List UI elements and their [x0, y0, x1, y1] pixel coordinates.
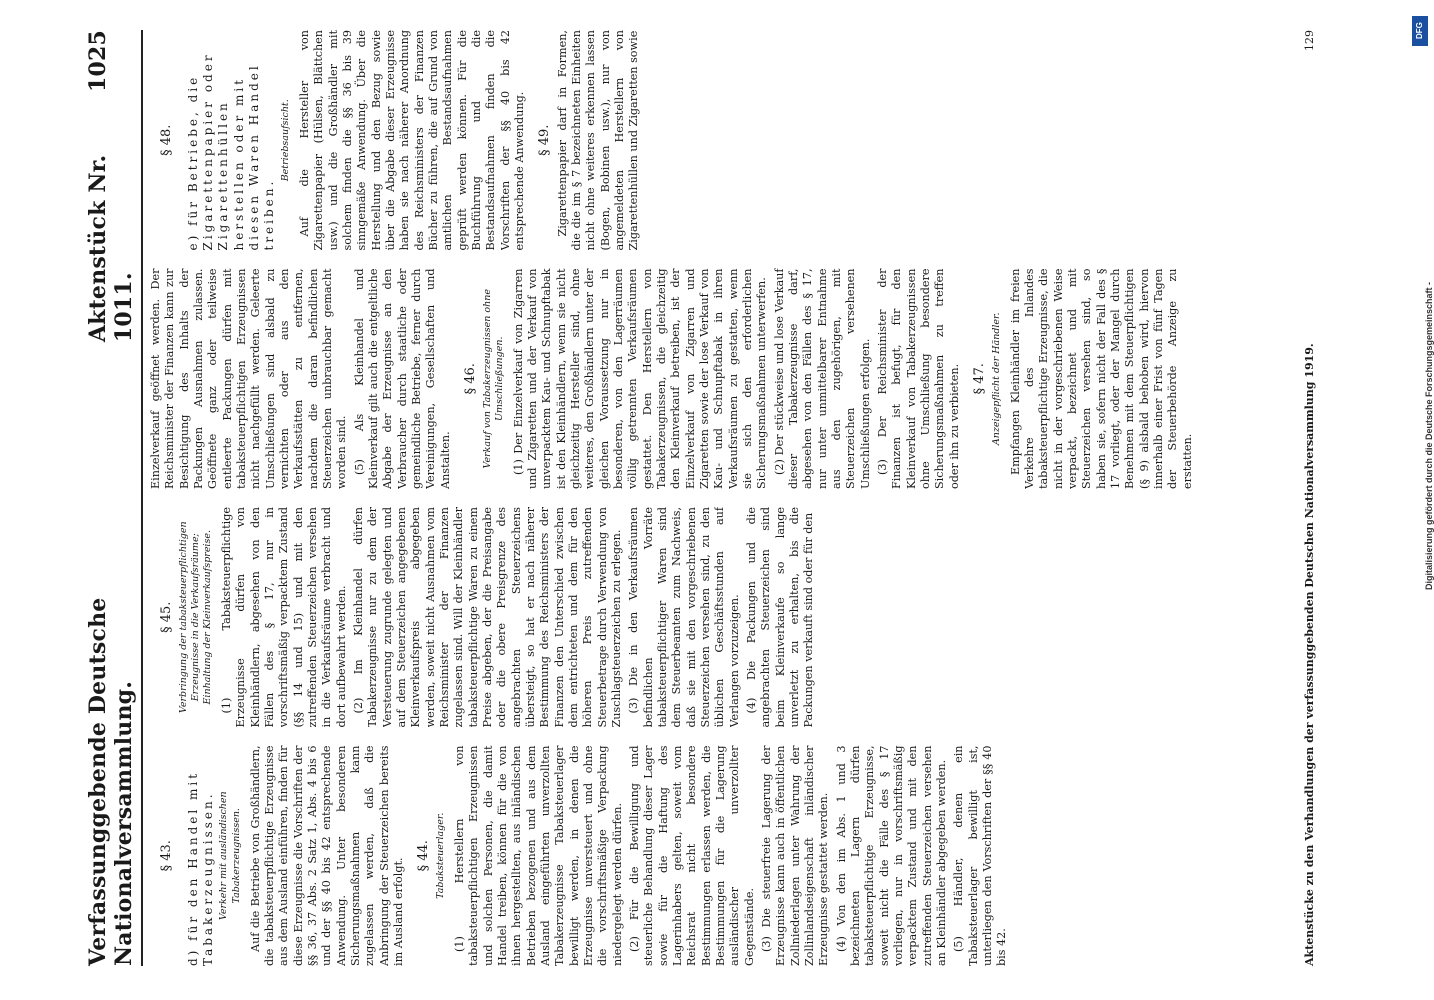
- section-46-subtitle: Verkauf von Tabakerzeugnissen ohne Umschließungen.: [481, 289, 505, 469]
- section-48-subtitle: Betriebsaufsicht.: [279, 99, 291, 182]
- section-43-subtitle: Verkehr mit ausländischen Tabakerzeugnissen.: [218, 791, 242, 921]
- paragraph: (2) Im Kleinhandel dürfen Tabakerzeugnisse nur zu dem der Versteuerung zugrunde gelegten und auf dem Steuerzeichen angegebenen Kleinverkaufspreis abgegeben werden, soweit nicht Ausnahmen vom Reichsminister der Finanzen zugelassen sind. Will der Kleinhändler tabaksteuerpflichtige Waren zu einem Preise abgeben, der die Preisangabe oder die obere Preisgrenze des angebrachten Steuerzeichens übersteigt, so hat er nach näherer Bestimmung des Reichsministers der Finanzen den Unterschied zwischen dem entrichteten und dem für den höheren Preis zutreffenden Steuerbetrage durch Verwendung von Zuschlagsteuerzeichen zu erlegen.: [352, 507, 623, 728]
- paragraph: (2) Für die Bewilligung und steuerliche Behandlung dieser Lager sowie für die Haftung des Lagerinhabers gelten, soweit vom Reichsrat nicht besondere Bestimmungen erlassen werden, die Bestimmungen für die Lagerung ausländischer unverzollter Gegenstände.: [627, 745, 756, 966]
- paragraph: (3) Der Reichsminister der Finanzen ist befugt, für den Kleinverkauf von Tabakerzeugnissen ohne Umschließung besondere Sicherungsmaßnahmen zu treffen oder ihn zu verbieten.: [876, 268, 961, 489]
- document-number: Aktenstück Nr. 1011.: [85, 154, 137, 343]
- signature-mark: 129: [1303, 30, 1316, 51]
- paragraph: (3) Die in den Verkaufsräumen befindlichen Vorräte tabaksteuerpflichtiger Waren sind dem Steuerbeamten zum Nachweis, daß sie mit den vorgeschriebenen Steuerzeichen versehen sind, zu den üblichen Geschäftsstunden auf Verlangen vorzuzeigen.: [627, 507, 741, 728]
- dfg-sidebar: [1410, 10, 1434, 990]
- paragraph: (3) Die steuerfreie Lagerung der Erzeugnisse kann auch in öffentlichen Zollniederlagen unter Wahrung der Zollinlandseigenschaft inländischer Erzeugnisse gestattet werden.: [759, 745, 831, 966]
- footer-collection-note: Aktenstücke zu den Verhandlungen der verfassunggebenden Deutschen Nationalversammlung 1919.: [1303, 343, 1316, 966]
- section-48-title: e) für Betriebe, die Zigarettenpapier oder Zigarettenhüllen herstellen oder mit diesen Waren Handel treiben.: [185, 52, 277, 251]
- section-43-title: d) für den Handel mit Tabakerzeugnissen.: [185, 770, 215, 966]
- paragraph: Auf die Betriebe von Großhändlern, die tabaksteuerpflichtige Erzeugnisse aus dem Ausland einführen, finden für diese Erzeugnisse die Vorschriften der §§ 36, 37 Abs. 2 Satz 1, Abs. 4 bis 6 und der §§ 40 bis 42 entsprechende Anwendung. Unter besonderen Sicherungsmaßnahmen kann zugelassen werden, daß die Anbringung der Steuerzeichen bereits im Ausland erfolgt.: [248, 745, 405, 966]
- section-45-subtitle: Verbringung der tabaksteuerpflichtigen Erzeugnisse in die Verkaufsräume; Einhaltung der Kleinverkaufspreise.: [177, 521, 213, 714]
- paragraph: (4) Die Packungen und die angebrachten Steuerzeichen sind beim Kleinverkaufe so lange unverletzt zu erhalten, bis die Packungen verkauft sind oder für den: [744, 507, 816, 728]
- text-columns: [149, 30, 1299, 966]
- funding-watermark: Digitalisierung gefördert durch die Deutsche Forschungsgemeinschaft -: [1424, 281, 1434, 590]
- page-number: 1025: [85, 30, 111, 93]
- paragraph: (4) Von den im Abs. 1 und 3 bezeichneten Lagern dürfen tabaksteuerpflichtige Erzeugnisse, soweit nicht die Fälle des § 17 vorliegen, nur in vorschriftsmäßig verpacktem Zustand und mit den zutreffenden Steuerzeichen versehen an Kleinhändler abgegeben werden.: [834, 745, 948, 966]
- paragraph: Empfangen Kleinhändler im freien Verkehre des Inlandes tabaksteuerpflichtige Erzeugnisse, die nicht in der vorgeschriebenen Weise verpackt, bezeichnet und mit Steuerzeichen versehen sind, so haben sie, sofern nicht der Fall des § 17 vorliegt, oder der Mangel durch Benehmen mit dem Steuerpflichtigen (§ 9) alsbald behoben wird, hiervon innerhalb einer Frist von fünf Tagen der Steuerbehörde Anzeige zu erstatten.: [1008, 268, 1194, 489]
- section-48-heading: § 48.: [159, 124, 174, 156]
- paragraph: Zigarettenpapier darf in Formen, die die im § 7 bezeichneten Einheiten nicht ohne weiteres erkennen lassen (Bogen, Bobinen usw.), nur von angemeldeten Herstellern von Zigarettenhüllen und Zigaretten sowie: [555, 30, 641, 251]
- column-3: [149, 269, 1299, 490]
- paragraph: Auf die Hersteller von Zigarettenpapier (Hülsen, Blättchen usw.) und die Großhändler mit solchem finden die §§ 36 bis 39 sinngemäße Anwendung. Über die Herstellung und den Bezug sowie über die Abgabe dieser Erzeugnisse haben sie nach näherer Anordnung des Reichsministers der Finanzen Bücher zu führen, die auf Grund von amtlichen Bestandsaufnahmen geprüft werden können. Für die Buchführung und die Bestandsaufnahmen finden die Vorschriften der §§ 40 bis 42 entsprechende Anwendung.: [297, 30, 526, 251]
- section-49-heading: § 49.: [537, 124, 553, 156]
- paragraph: (1) Der Einzelverkauf von Zigarren und Zigaretten und der Verkauf von unverpacktem Kau- und Schnupftabak ist den Kleinhändlern, wenn sie nicht gleichzeitig Hersteller sind, ohne weiteres, den Großhändlern unter der gleichen Voraussetzung nur in besonderen, von den Lagerräumen völlig getrennten Verkaufsräumen gestattet. Den Herstellern von Tabakerzeugnissen, die gleichzeitig den Kleinverkauf betreiben, ist der Einzelverkauf von Zigarren und Zigaretten sowie der lose Verkauf von Kau- und Schnupftabak in ihren Verkaufsräumen zu gestatten, wenn sie sich den erforderlichen Sicherungsmaßnahmen unterwerfen.: [511, 268, 769, 489]
- page-header: [85, 30, 143, 966]
- section-43-heading: § 43.: [159, 840, 174, 872]
- dfg-logo: DFG: [1412, 16, 1428, 46]
- column-1: [149, 746, 1299, 967]
- section-47-heading: § 47.: [972, 363, 987, 395]
- section-45-heading: § 45.: [159, 601, 174, 633]
- section-44-heading: § 44.: [416, 840, 432, 872]
- paragraph: (2) Der stückweise und lose Verkauf dieser Tabakerzeugnisse darf, abgesehen von den Fällen des § 17, nur unter unmittelbarer Entnahme aus den zugehörigen, mit Steuerzeichen versehenen Umschließungen erfolgen.: [772, 268, 872, 489]
- column-2: [149, 507, 1299, 728]
- section-46-heading: § 46.: [462, 363, 478, 395]
- section-44-subtitle: Tabaksteuerlager.: [434, 812, 446, 899]
- publication-title: Verfassunggebende Deutsche Nationalversammlung.: [85, 597, 137, 966]
- paragraph: (1) Tabaksteuerpflichtige Erzeugnisse dürfen von Kleinhändlern, abgesehen von den Fällen des § 17, nur in vorschriftsmäßig verpacktem Zustand (§§ 14 und 15) und mit den zutreffenden Steuerzeichen versehen in die Verkaufsräume verbracht und dort aufbewahrt werden.: [220, 507, 348, 728]
- paragraph: (5) Als Kleinhandel und Kleinverkauf gilt auch die entgeltliche Abgabe der Erzeugnisse an den Verbraucher durch staatliche oder gemeindliche Betriebe, ferner durch Vereinigungen, Gesellschaften und Anstalten.: [352, 268, 452, 489]
- document-page: [67, 0, 1367, 1000]
- page-footer: [1303, 30, 1316, 966]
- paragraph: Einzelverkauf geöffnet werden. Der Reichsminister der Finanzen kann zur Besichtigung des Inhalts der Packungen Ausnahmen zulassen. Geöffnete ganz oder teilweise entleerte Packungen dürfen mit tabaksteuerpflichtigen Erzeugnissen nicht nachgefüllt werden. Geleerte Umschließungen sind alsbald zu vernichten oder aus den Verkaufsstätten zu entfernen, nachdem die daran befindlichen Steuerzeichen unbrauchbar gemacht worden sind.: [149, 268, 349, 489]
- paragraph: (5) Händler, denen ein Tabaksteuerlager bewilligt ist, unterliegen den Vorschriften der §§ 40 bis 42.: [952, 745, 1009, 966]
- section-47-subtitle: Anzeigepflicht der Händler.: [990, 312, 1002, 446]
- column-4: [149, 30, 1299, 251]
- paragraph: (1) Herstellern von tabaksteuerpflichtigen Erzeugnissen und solchen Personen, die damit Handel treiben, können für die von ihnen hergestellten, aus inländischen Betrieben bezogenen und aus dem Ausland eingeführten unverzollten Tabakerzeugnisse Tabaksteuerlager bewilligt werden, in denen die Erzeugnisse unversteuert und ohne die vorschriftsmäßige Verpackung niedergelegt werden dürfen.: [453, 745, 624, 966]
